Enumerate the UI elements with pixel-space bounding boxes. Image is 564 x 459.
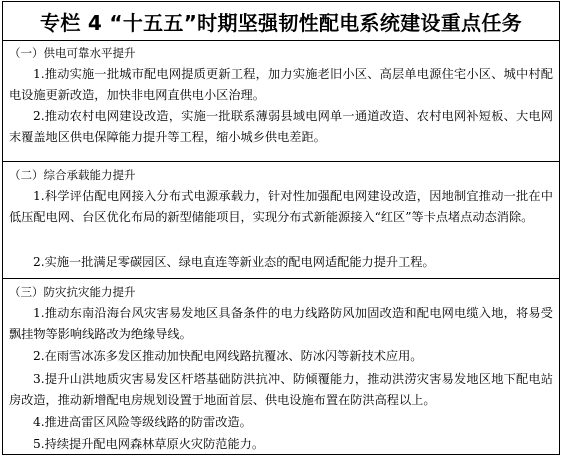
section-capacity [3,161,559,278]
section-item: 1.推动实施一批城市配电网提质更新工程，加力实施老旧小区、高层单电源住宅小区、城中村配电设施更新改造，加快非电网直供电小区治理。 [9,67,553,102]
section-heading: （一）供电可靠水平提升 [9,46,136,60]
section-item: 4.推进高雷区风险等级线路的防雷改造。 [33,415,252,429]
section-item: 1.推动东南沿海台风灾害易发地区具备条件的电力线路防风加固改造和配电网电缆入地，将易受飘挂物等影响线路改为绝缘导线。 [9,306,553,341]
page-title: 专栏 4 “十五五”时期坚强韧性配电系统建设重点任务 [40,10,522,35]
section-item: 2.在雨雪冰冻多发区推动加快配电网线路抗覆冰、防冰闪等新技术应用。 [33,349,423,363]
section-item: 1.科学评估配电网接入分布式电源承载力，针对性加强配电网建设改造，因地制宜推动一批在中低压配电网、台区优化布局的新型储能项目，实现分布式新能源接入“红区”等卡点堵点动态消除。 [9,189,553,224]
title-row [3,2,559,41]
section-reliability [3,40,559,151]
section-disaster-resilience [3,278,559,456]
task-column-box [2,1,560,455]
section-heading: （三）防灾抗灾能力提升 [9,285,136,299]
section-item: 2.推动农村电网建设改造，实施一批联系薄弱县域电网单一通道改造、农村电网补短板、大电网末覆盖地区供电保障能力提升等工程，缩小城乡供电差距。 [9,109,553,144]
section-item: 3.提升山洪地质灾害易发区杆塔基础防洪抗冲、防倾覆能力，推动洪涝灾害易发地区地下配电站房改造，推动新增配电房规划设置于地面首层、供电设施布置在防洪高程以上。 [9,372,553,407]
section-item: 5.持续提升配电网森林草原火灾防范能力。 [33,437,265,451]
section-item: 2.实施一批满足零碳园区、绿电直连等新业态的配电网适配能力提升工程。 [33,255,435,269]
section-heading: （二）综合承载能力提升 [9,168,136,182]
